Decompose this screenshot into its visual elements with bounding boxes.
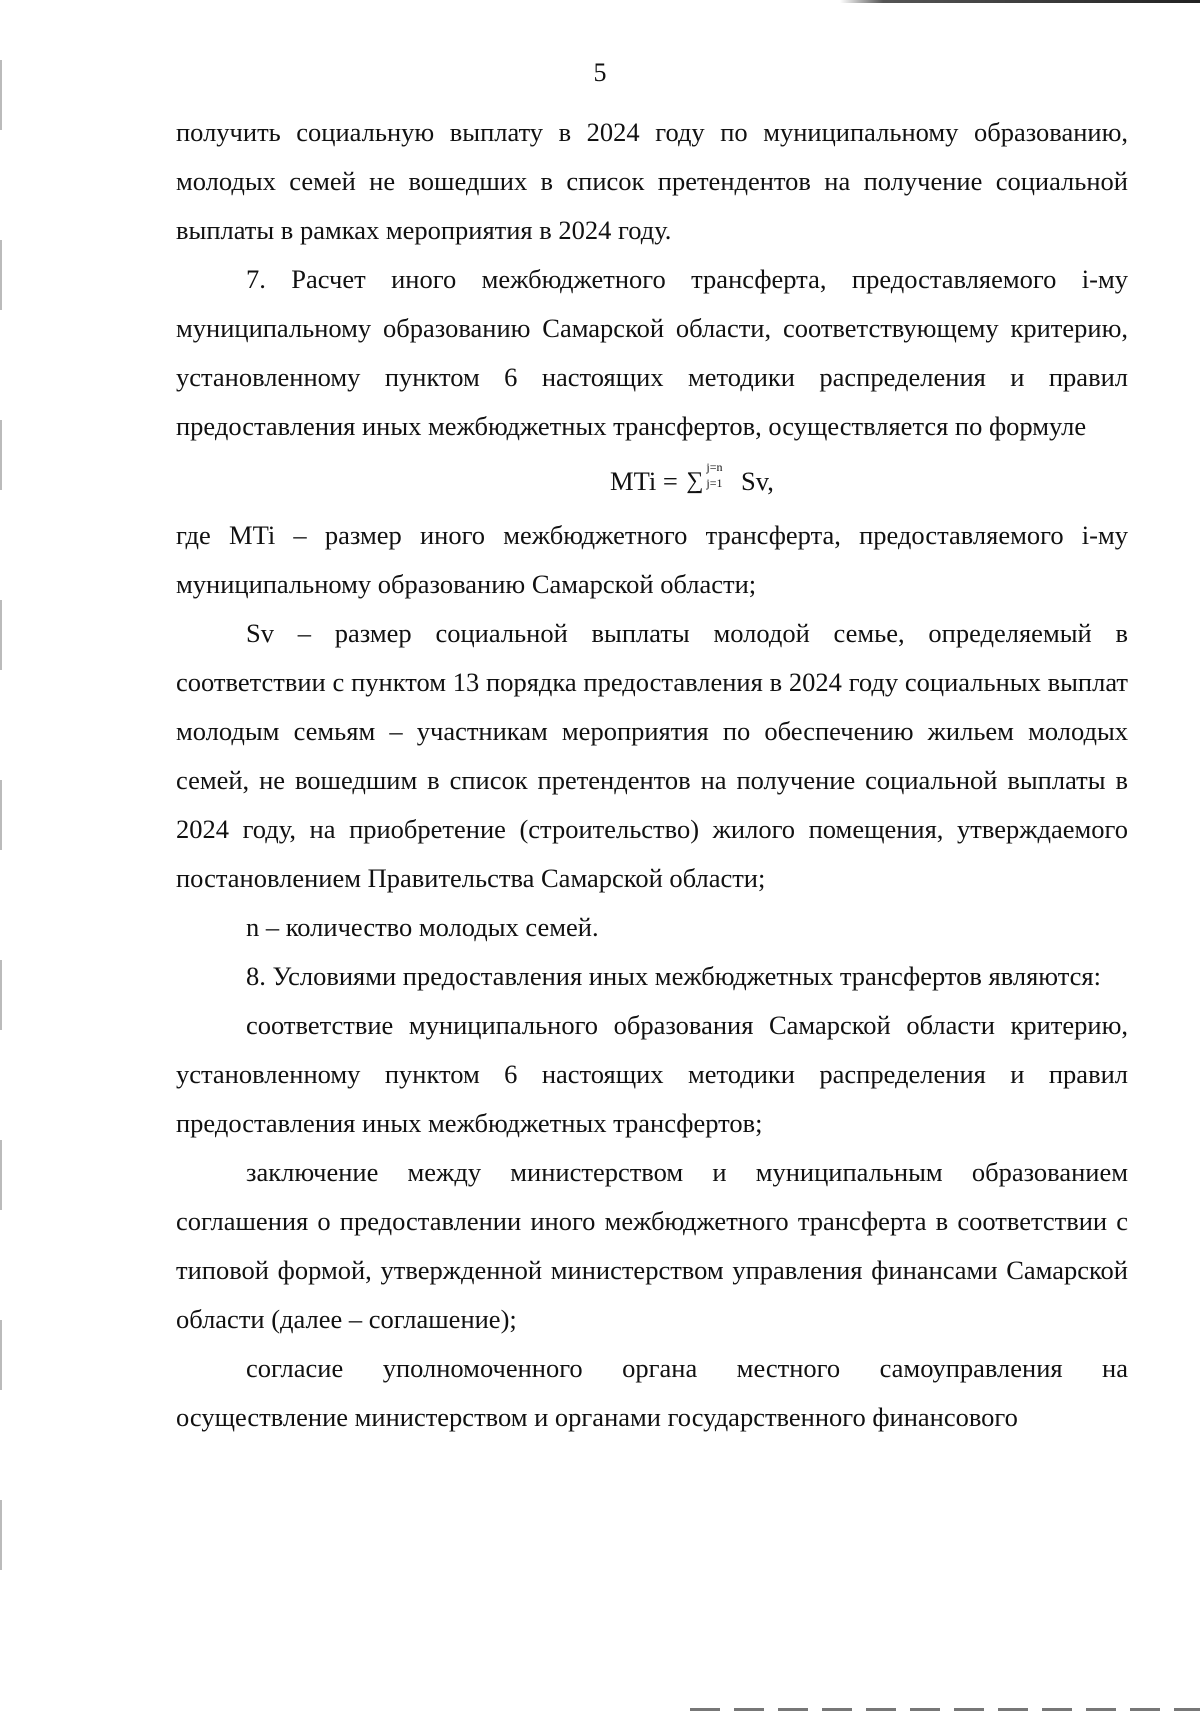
formula-equals: =: [662, 466, 678, 496]
paragraph-condition-2: заключение между министерством и муниципальным образованием соглашения о предоставлении иного межбюджетного трансферта в соответствии с типовой формой, утвержденной министерством управления финансами Самарской области (далее – соглашение);: [176, 1157, 1128, 1334]
document-body: [176, 108, 1128, 1442]
paragraph-item-7: 7. Расчет иного межбюджетного трансферта, предоставляемого і-му муниципальному образованию Самарской области, соответствующему критерию, установленному пунктом 6 настоящих методики распределения и правил предоставления иных межбюджетных трансфертов, осуществляется по формуле: [176, 264, 1128, 441]
scan-artifact-left: [0, 60, 2, 1640]
sum-lower-limit: j=1: [706, 475, 723, 490]
paragraph-condition-3: согласие уполномоченного органа местного самоуправления на осуществление министерством и органами государственного финансового: [176, 1353, 1128, 1432]
paragraph-n-definition: n – количество молодых семей.: [246, 912, 599, 942]
paragraph-mti-definition: где MTi – размер иного межбюджетного трансферта, предоставляемого і-му муниципальному образованию Самарской области;: [176, 520, 1128, 599]
paragraph-item-8: 8. Условиями предоставления иных межбюджетных трансфертов являются:: [246, 961, 1101, 991]
paragraph-sv-definition: Sv – размер социальной выплаты молодой семье, определяемый в соответствии с пунктом 13 порядка предоставления в 2024 году социальных выплат молодым семьям – участникам мероприятия по обеспечению жильем молодых семей, не вошедшим в список претендентов на получение социальной выплаты в 2024 году, на приобретение (строительство) жилого помещения, утверждаемого постановлением Правительства Самарской области;: [176, 618, 1128, 893]
formula-lhs: MTi: [610, 466, 657, 496]
formula-sum: [684, 459, 734, 499]
scan-artifact-top: [840, 0, 1200, 3]
sum-upper-limit: j=n: [706, 459, 723, 474]
paragraph-continuation: получить социальную выплату в 2024 году по муниципальному образованию, молодых семей не вошедших в список претендентов на получение социальной выплаты в рамках мероприятия в 2024 году.: [176, 117, 1128, 245]
formula: [176, 451, 1128, 511]
sigma-symbol: ∑: [686, 467, 704, 494]
paragraph-condition-1: соответствие муниципального образования Самарской области критерию, установленному пунктом 6 настоящих методики распределения и правил предоставления иных межбюджетных трансфертов;: [176, 1010, 1128, 1138]
page-number: 5: [593, 58, 607, 87]
formula-rhs: Sv,: [741, 466, 774, 496]
